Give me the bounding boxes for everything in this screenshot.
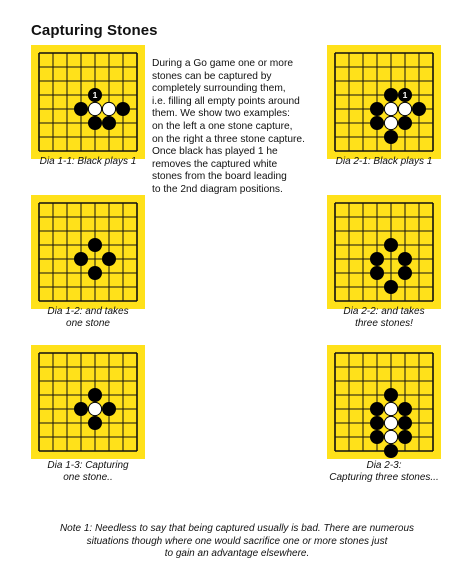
note-line: to gain an advantage elsewhere.: [164, 548, 310, 560]
caption-dia-2-1: [314, 156, 454, 168]
black-stone: [370, 416, 383, 429]
board-background: [31, 345, 145, 459]
black-stone: [370, 116, 383, 129]
white-stone: [384, 116, 397, 129]
white-stone: [384, 416, 397, 429]
board-background: [31, 45, 145, 159]
black-stone: [398, 416, 411, 429]
black-stone: [102, 402, 115, 415]
intro-line: completely surrounding them,: [152, 83, 286, 95]
black-stone: [102, 252, 115, 265]
caption-line: three stones!: [355, 318, 413, 330]
caption-line: Dia 1-2: and takes: [47, 306, 129, 317]
board-svg: [327, 195, 441, 309]
caption-dia-2-3: [314, 460, 454, 485]
caption-dia-1-1: [18, 156, 158, 168]
go-board-dia-1-1: [31, 45, 145, 159]
white-stone: [384, 430, 397, 443]
go-board-dia-2-2: [327, 195, 441, 309]
intro-line: removes the captured white: [152, 158, 278, 170]
black-stone: [88, 116, 101, 129]
intro-line: on the right a three stone capture.: [152, 133, 305, 145]
black-stone: [398, 252, 411, 265]
black-stone: [74, 102, 87, 115]
caption-line: one stone: [66, 318, 110, 330]
go-board-dia-1-3: [31, 345, 145, 459]
caption-dia-1-3: [18, 460, 158, 485]
move-number-label: 1: [402, 90, 408, 101]
black-stone: [384, 238, 397, 251]
caption-line: one stone..: [63, 472, 113, 484]
black-stone: [370, 102, 383, 115]
caption-line: Dia 2-3:: [366, 460, 402, 471]
caption-line: Dia 2-2: and takes: [343, 306, 425, 317]
black-stone: [398, 266, 411, 279]
black-stone: [74, 252, 87, 265]
board-svg: [327, 345, 441, 459]
page-title: Capturing Stones: [31, 22, 158, 39]
board-background: [31, 195, 145, 309]
caption-line: Dia 1-3: Capturing: [47, 460, 129, 471]
intro-line: on the left a one stone capture,: [152, 120, 293, 132]
board-background: [327, 345, 441, 459]
black-stone: [398, 402, 411, 415]
black-stone: [370, 402, 383, 415]
white-stone: [398, 102, 411, 115]
black-stone: [102, 116, 115, 129]
caption-line: Capturing three stones...: [329, 472, 439, 484]
footnote: [40, 523, 434, 561]
intro-line: i.e. filling all empty points around: [152, 95, 300, 107]
intro-line: stones from the board leading: [152, 171, 287, 183]
white-stone: [88, 402, 101, 415]
black-stone: [74, 402, 87, 415]
white-stone: [102, 102, 115, 115]
caption-dia-1-2: [18, 306, 158, 331]
black-stone: [370, 266, 383, 279]
white-stone: [384, 402, 397, 415]
white-stone: [384, 102, 397, 115]
black-stone: [384, 88, 397, 101]
black-stone: [88, 266, 101, 279]
black-stone: [116, 102, 129, 115]
board-svg: [31, 195, 145, 309]
intro-line: Once black has played 1 he: [152, 146, 278, 158]
caption-dia-2-2: [314, 306, 454, 331]
note-line: situations though where one would sacrifice one or more stones just: [86, 535, 388, 547]
black-stone: [88, 238, 101, 251]
intro-line: them. We show two examples:: [152, 108, 290, 120]
intro-paragraph: [152, 58, 320, 197]
intro-line: stones can be captured by: [152, 70, 272, 82]
black-stone: [370, 252, 383, 265]
move-number-label: 1: [92, 90, 98, 101]
black-stone: [384, 130, 397, 143]
go-board-dia-2-3: [327, 345, 441, 459]
board-svg: [31, 345, 145, 459]
black-stone: [412, 102, 425, 115]
black-stone: [88, 388, 101, 401]
white-stone: [88, 102, 101, 115]
go-board-dia-1-2: [31, 195, 145, 309]
board-background: [327, 45, 441, 159]
go-board-dia-2-1: [327, 45, 441, 159]
board-svg: [327, 45, 441, 159]
intro-line: During a Go game one or more: [152, 58, 293, 69]
black-stone: [88, 416, 101, 429]
board-background: [327, 195, 441, 309]
black-stone: [398, 430, 411, 443]
note-line: Note 1: Needless to say that being captured usually is bad. There are numerous: [59, 523, 415, 534]
caption-line: Dia 2-1: Black plays 1: [335, 156, 433, 167]
black-stone: [384, 444, 397, 457]
black-stone: [370, 430, 383, 443]
black-stone: [384, 388, 397, 401]
black-stone: [398, 116, 411, 129]
caption-line: Dia 1-1: Black plays 1: [39, 156, 137, 167]
board-svg: [31, 45, 145, 159]
intro-line: to the 2nd diagram positions.: [152, 183, 283, 195]
black-stone: [384, 280, 397, 293]
